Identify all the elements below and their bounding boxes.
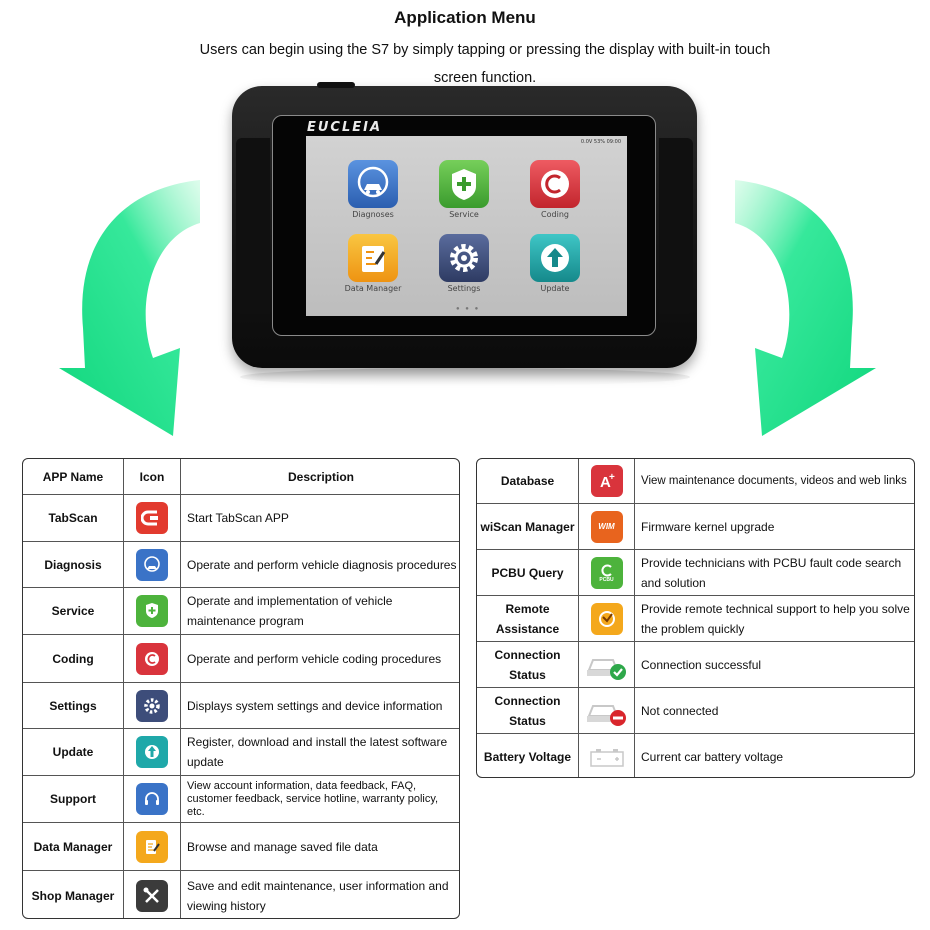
svg-text:A: A: [599, 474, 611, 491]
table-row[interactable]: [23, 588, 460, 635]
table-row[interactable]: [477, 734, 915, 778]
icon-cell: [124, 495, 181, 541]
header-icon: Icon: [124, 459, 181, 494]
wim-icon: [591, 511, 623, 543]
icon-cell: [579, 596, 635, 641]
upload-arrow-icon: [136, 736, 168, 768]
icon-cell: [124, 542, 181, 587]
pcbu-icon-text: PCBU: [599, 576, 614, 583]
device-screen[interactable]: [306, 136, 627, 316]
app-label: Coding: [541, 210, 569, 219]
battery-voltage-icon: [587, 744, 627, 770]
app-table-left: [22, 458, 460, 919]
table-header-row: [23, 459, 460, 495]
row-name: Settings: [23, 683, 124, 728]
row-name: Shop Manager: [23, 871, 124, 919]
icon-cell: [124, 776, 181, 822]
tablet-device: [232, 86, 697, 368]
app-table-right: [476, 458, 915, 778]
row-description: Provide technicians with PCBU fault code search and solution: [641, 555, 902, 590]
header-description: Description: [287, 469, 354, 484]
left-grip: [236, 138, 270, 314]
row-name: Coding: [23, 635, 124, 682]
row-description: Register, download and install the latest software update: [187, 735, 448, 769]
header-app-name: APP Name: [23, 459, 124, 494]
icon-cell: [579, 642, 635, 687]
icon-cell: [124, 871, 181, 919]
table-row[interactable]: [477, 459, 915, 504]
table-row[interactable]: [23, 776, 460, 823]
table-row[interactable]: [477, 642, 915, 688]
app-service[interactable]: [429, 160, 499, 219]
row-name: Database: [477, 459, 579, 503]
row-name: PCBU Query: [477, 550, 579, 595]
svg-text:+: +: [608, 472, 615, 483]
icon-cell: [579, 504, 635, 549]
app-data-manager[interactable]: [338, 234, 408, 293]
row-description: Browse and manage saved file data: [187, 839, 378, 854]
row-name: Battery Voltage: [477, 734, 579, 778]
coding-icon: [136, 643, 168, 675]
table-row[interactable]: [23, 495, 460, 542]
row-name: Remote Assistance: [477, 596, 579, 641]
row-name: Connection Status: [477, 688, 579, 733]
right-curved-arrow-icon: [730, 178, 880, 438]
shield-cross-icon: [439, 160, 489, 208]
app-coding[interactable]: [520, 160, 590, 219]
gear-icon: [136, 690, 168, 722]
row-description: Current car battery voltage: [641, 749, 784, 764]
row-description: Provide remote technical support to help you solve the problem quickly: [641, 601, 910, 636]
device-status-bar: 0.0V 53% 09:00: [580, 139, 621, 145]
power-button: [317, 82, 355, 88]
row-name: wiScan Manager: [477, 504, 579, 549]
icon-cell: [579, 688, 635, 733]
app-settings[interactable]: [429, 234, 499, 293]
upload-arrow-icon: [530, 234, 580, 282]
connection-ok-icon: [585, 648, 629, 682]
page-title: Application Menu: [394, 8, 536, 27]
left-curved-arrow-icon: [55, 178, 205, 438]
icon-cell: [579, 734, 635, 778]
table-row[interactable]: [477, 596, 915, 642]
connection-off-icon: [585, 694, 629, 728]
app-label: Update: [540, 284, 570, 293]
app-label: Settings: [447, 284, 481, 293]
app-update[interactable]: [520, 234, 590, 293]
headset-icon: [136, 783, 168, 815]
icon-cell: [124, 635, 181, 682]
row-description: View maintenance documents, videos and web links: [641, 475, 907, 487]
row-description: Firmware kernel upgrade: [641, 519, 775, 534]
shield-cross-icon: [136, 595, 168, 627]
row-description: Start TabScan APP: [187, 511, 289, 525]
brand-logo: EUCLEIA: [307, 120, 383, 135]
app-label: Service: [449, 210, 479, 219]
row-name: Connection Status: [477, 642, 579, 687]
app-label: Data Manager: [344, 284, 402, 293]
page-indicator: ● ● ●: [456, 306, 481, 312]
remote-assistance-icon: [591, 603, 623, 635]
page-subtitle: Users can begin using the S7 by simply tapping or pressing the display with built-in touch screen function.: [199, 42, 771, 86]
car-diagnosis-icon: [136, 549, 168, 581]
row-name: Service: [23, 588, 124, 634]
table-row[interactable]: [477, 504, 915, 550]
icon-cell: [579, 459, 635, 503]
gear-icon: [439, 234, 489, 282]
app-diagnoses[interactable]: [338, 160, 408, 219]
icon-cell: [124, 683, 181, 728]
app-label: Diagnoses: [352, 210, 394, 219]
row-name: Support: [23, 776, 124, 822]
screen-bezel: [272, 115, 656, 336]
data-manager-icon: [136, 831, 168, 863]
icon-cell: [579, 550, 635, 595]
icon-cell: [124, 588, 181, 634]
row-description: View account information, data feedback, FAQ, customer feedback, service hotline, warranty policy, etc.: [187, 779, 439, 818]
table-row[interactable]: [477, 550, 915, 596]
right-grip: [659, 138, 693, 314]
row-description: Displays system settings and device information: [187, 698, 443, 713]
icon-cell: [124, 729, 181, 775]
row-description: Connection successful: [641, 657, 762, 672]
tabscan-icon: [136, 502, 168, 534]
data-manager-icon: [348, 234, 398, 282]
row-description: Not connected: [641, 703, 719, 718]
table-row[interactable]: [23, 542, 460, 588]
table-row[interactable]: [23, 823, 460, 871]
row-name: Data Manager: [23, 823, 124, 870]
row-description: Operate and implementation of vehicle maintenance program: [187, 594, 393, 628]
device-reflection: [240, 368, 690, 386]
database-icon: [591, 465, 623, 497]
pcbu-icon: [591, 557, 623, 589]
row-description: Save and edit maintenance, user information and viewing history: [187, 878, 449, 913]
table-row[interactable]: [23, 871, 460, 919]
row-description: Operate and perform vehicle diagnosis procedures: [187, 557, 457, 572]
row-name: Diagnosis: [23, 542, 124, 587]
row-name: TabScan: [23, 495, 124, 541]
row-description: Operate and perform vehicle coding procedures: [187, 651, 442, 666]
row-name: Update: [23, 729, 124, 775]
tools-icon: [136, 880, 168, 912]
table-row[interactable]: [23, 635, 460, 683]
table-row[interactable]: [23, 683, 460, 729]
table-row[interactable]: [477, 688, 915, 734]
icon-cell: [124, 823, 181, 870]
wim-icon-text: WIM: [598, 522, 615, 531]
coding-icon: [530, 160, 580, 208]
table-row[interactable]: [23, 729, 460, 776]
car-diagnosis-icon: [348, 160, 398, 208]
